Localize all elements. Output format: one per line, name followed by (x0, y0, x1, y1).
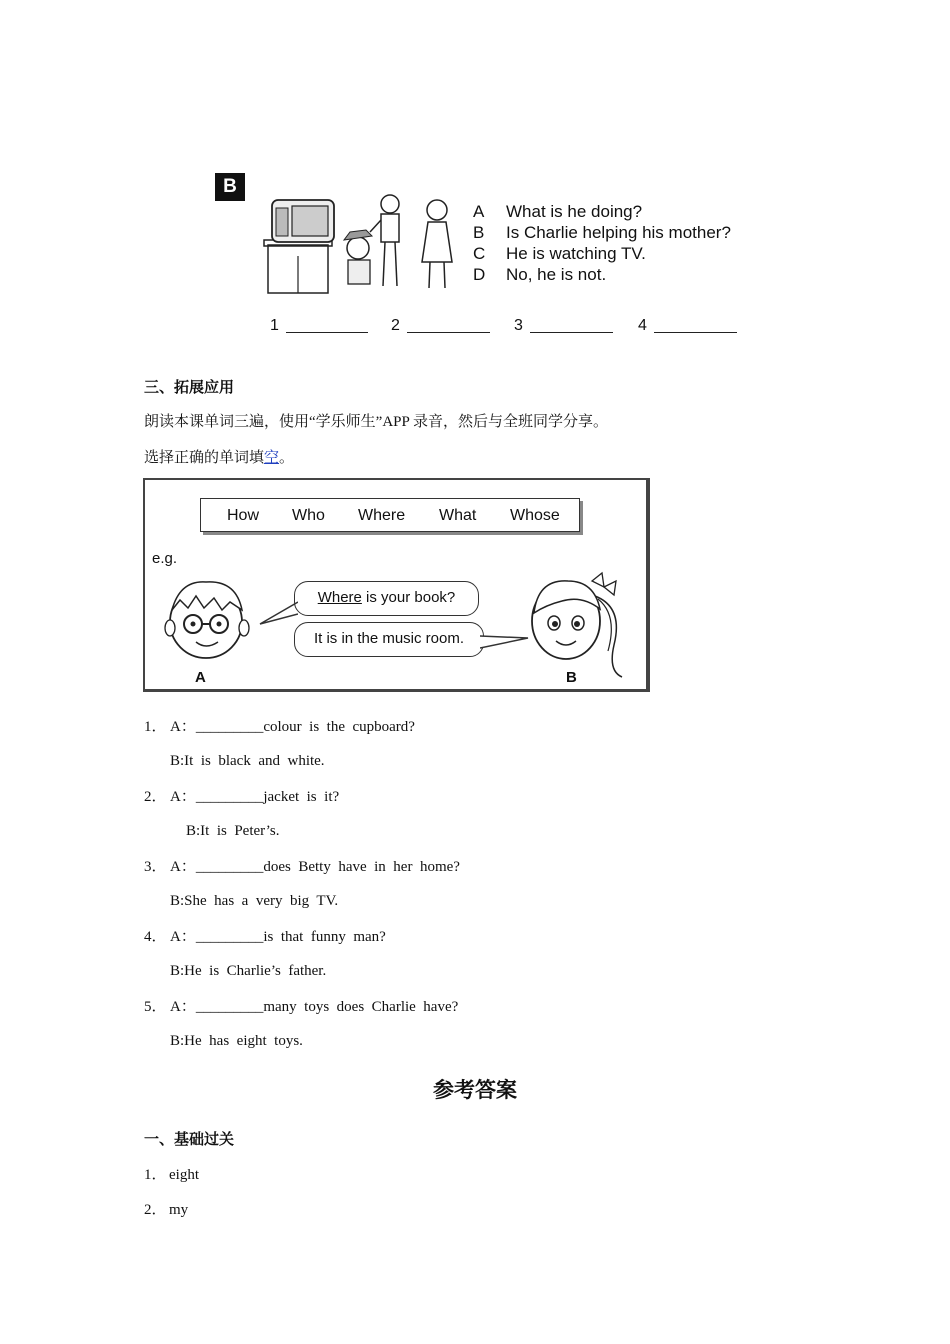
word-option: How (227, 507, 260, 524)
question-number: 2． (144, 789, 167, 805)
tv-scene-illustration (262, 190, 462, 298)
blank-number: 4 (638, 317, 647, 334)
word-option: Who (292, 507, 325, 524)
question-a-line: A：_________does Betty have in her home? (170, 859, 460, 875)
option-letter: B (473, 223, 485, 242)
option-letter: A (473, 202, 485, 221)
example-label: e.g. (152, 550, 178, 567)
instruction-line (144, 448, 294, 468)
option-letter: C (473, 244, 486, 263)
instruction-text: 选择正确的单词填 (144, 450, 265, 466)
answer-blank (407, 332, 490, 333)
question-a-line: A：_________jacket is it? (170, 789, 340, 805)
answer-number: 2． (144, 1202, 167, 1218)
answer-text: my (169, 1202, 189, 1218)
question-b-line: B:He has eight toys. (170, 1033, 303, 1049)
answer-number: 1． (144, 1167, 167, 1183)
word-option: What (439, 507, 477, 524)
word-option: Where (358, 507, 406, 524)
question-a-line: A：_________colour is the cupboard? (170, 719, 415, 735)
exercise-b-badge: B (215, 173, 245, 201)
option-text: What is he doing? (506, 202, 643, 221)
blank-number: 2 (391, 317, 400, 334)
bubble-text: is your book? (361, 589, 456, 606)
question-number: 3． (144, 859, 167, 875)
speech-bubble-b: It is in the music room. (294, 622, 484, 657)
option-letter: D (473, 265, 486, 284)
question-b-line: B:She has a very big TV. (170, 893, 339, 909)
speech-bubble-a (294, 581, 479, 616)
section-heading: 三、拓展应用 (144, 380, 235, 396)
question-a-line: A：_________many toys does Charlie have? (170, 999, 459, 1015)
blank-number: 3 (514, 317, 523, 334)
boy-character-illustration (160, 570, 260, 670)
question-b-line: B:It is black and white. (170, 753, 325, 769)
instruction-punct: 。 (279, 450, 295, 466)
fill-blank-link[interactable]: 空 (264, 450, 280, 466)
question-number: 5． (144, 999, 167, 1015)
option-text: Is Charlie helping his mother? (506, 223, 731, 242)
question-a-line: A：_________is that funny man? (170, 929, 386, 945)
answer-blank (530, 332, 613, 333)
girl-character-illustration (522, 565, 632, 680)
question-b-line: B:He is Charlie’s father. (170, 963, 327, 979)
option-text: He is watching TV. (506, 244, 646, 263)
word-option: Whose (510, 507, 560, 524)
blank-number: 1 (270, 317, 279, 334)
answers-title: 参考答案 (433, 1078, 517, 1102)
question-b-line: B:It is Peter’s. (186, 823, 280, 839)
bubble-underlined-word: Where (317, 589, 362, 606)
question-number: 4． (144, 929, 167, 945)
option-text: No, he is not. (506, 265, 607, 284)
answer-text: eight (169, 1167, 199, 1183)
answer-blank (654, 332, 737, 333)
speaker-label-b: B (566, 669, 577, 686)
instruction-line: 朗读本课单词三遍，使用“学乐师生”APP 录音，然后与全班同学分享。 (144, 414, 609, 430)
bubble-tail-a (258, 600, 298, 630)
question-number: 1． (144, 719, 167, 735)
answer-blank (286, 332, 368, 333)
answers-section-heading: 一、基础过关 (144, 1132, 235, 1148)
speaker-label-a: A (195, 669, 206, 686)
